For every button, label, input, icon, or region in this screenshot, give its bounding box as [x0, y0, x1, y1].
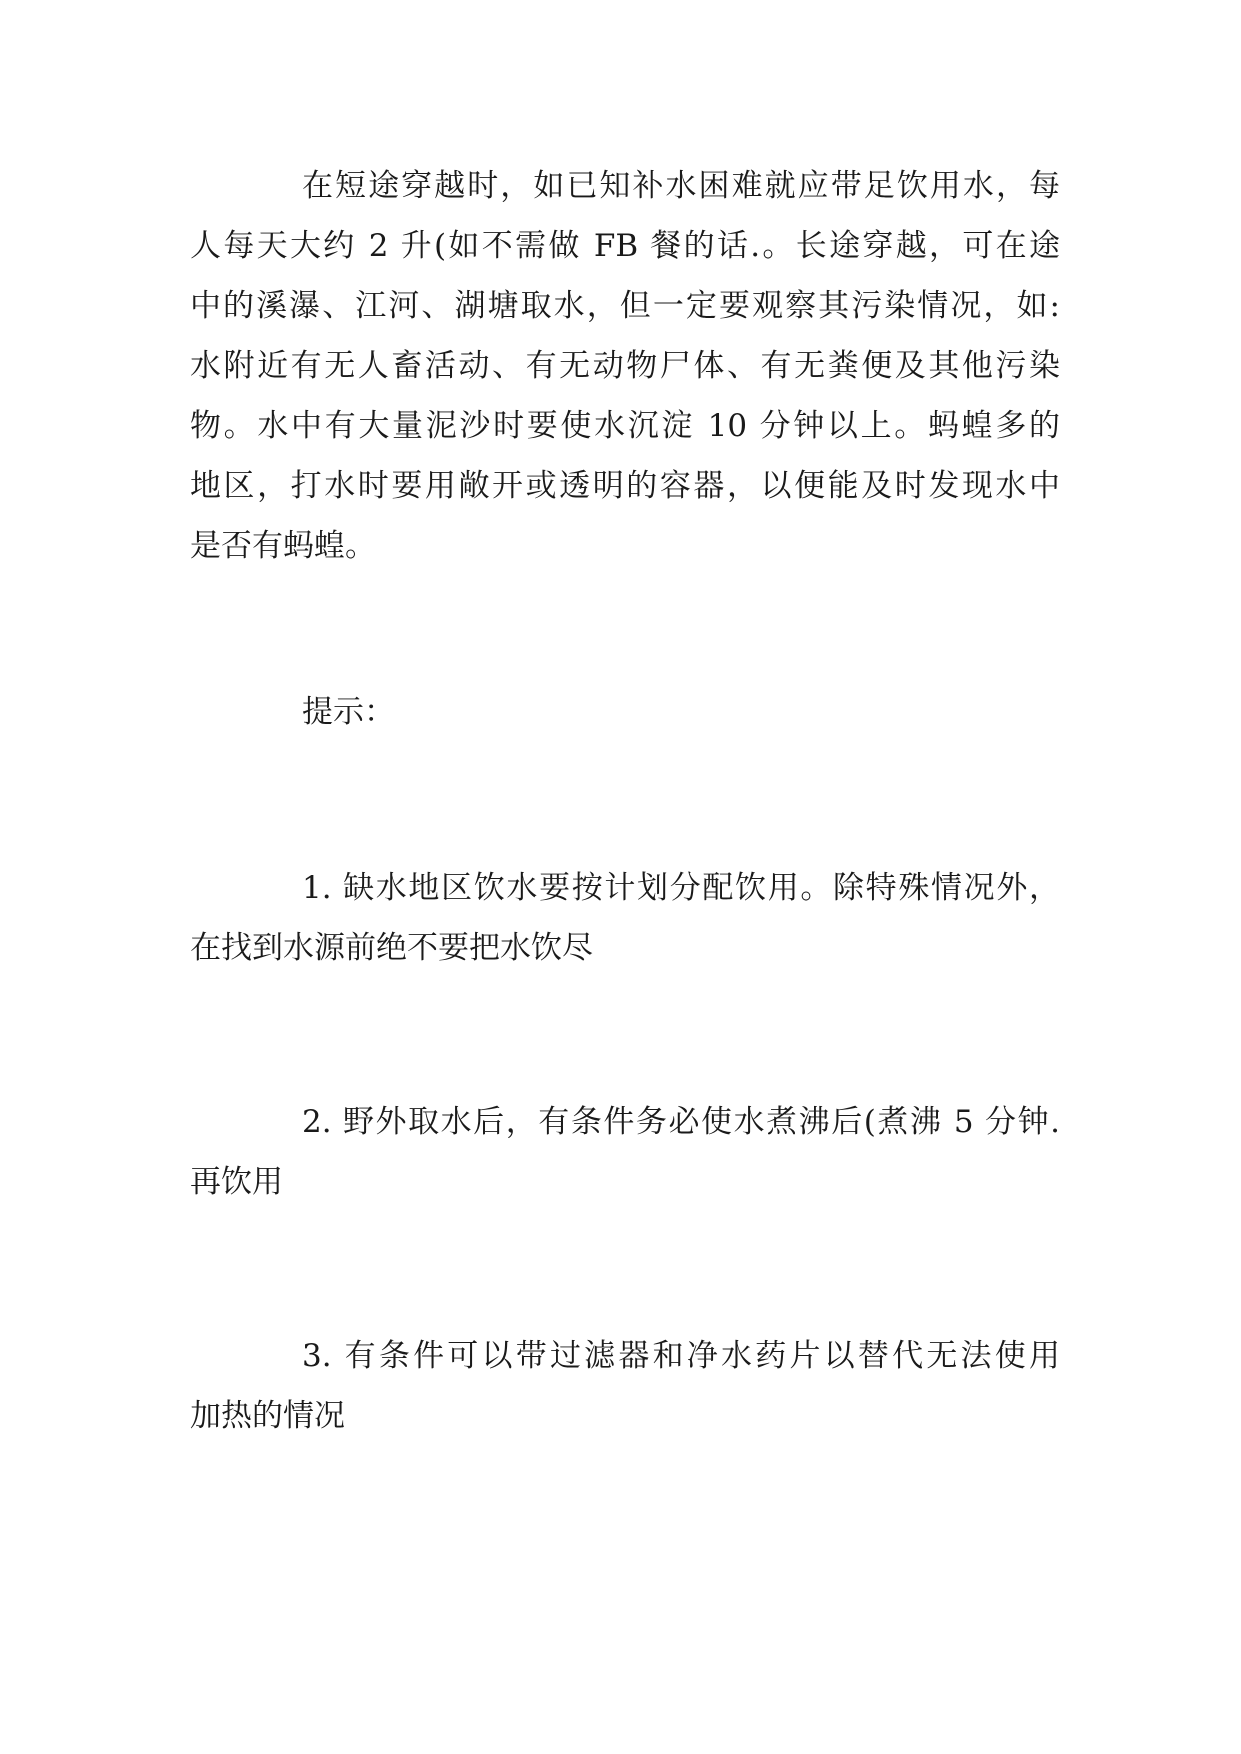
paragraph-line: 人每天大约 2 升(如不需做 FB 餐的话.。长途穿越，可在途: [190, 228, 1060, 264]
tip-line: 3. 有条件可以带过滤器和净水药片以替代无法使用: [302, 1338, 1060, 1374]
paragraph-line: 中的溪瀑、江河、湖塘取水，但一定要观察其污染情况，如:: [190, 288, 1060, 324]
paragraph-line: 地区，打水时要用敞开或透明的容器，以便能及时发现水中: [190, 468, 1060, 504]
tip-line: 加热的情况: [190, 1398, 345, 1434]
paragraph-line: 物。水中有大量泥沙时要使水沉淀 10 分钟以上。蚂蝗多的: [190, 408, 1060, 444]
paragraph-line: 水附近有无人畜活动、有无动物尸体、有无粪便及其他污染: [190, 348, 1060, 384]
tip-line: 1. 缺水地区饮水要按计划分配饮用。除特殊情况外，: [302, 870, 1060, 906]
tip-heading: 提示：: [302, 694, 395, 730]
tip-line: 2. 野外取水后，有条件务必使水煮沸后(煮沸 5 分钟.: [302, 1104, 1060, 1140]
tip-line: 在找到水源前绝不要把水饮尽: [190, 930, 593, 966]
tip-line: 再饮用: [190, 1164, 283, 1200]
paragraph-line: 在短途穿越时，如已知补水困难就应带足饮用水，每: [302, 168, 1060, 204]
paragraph-line: 是否有蚂蝗。: [190, 528, 376, 564]
